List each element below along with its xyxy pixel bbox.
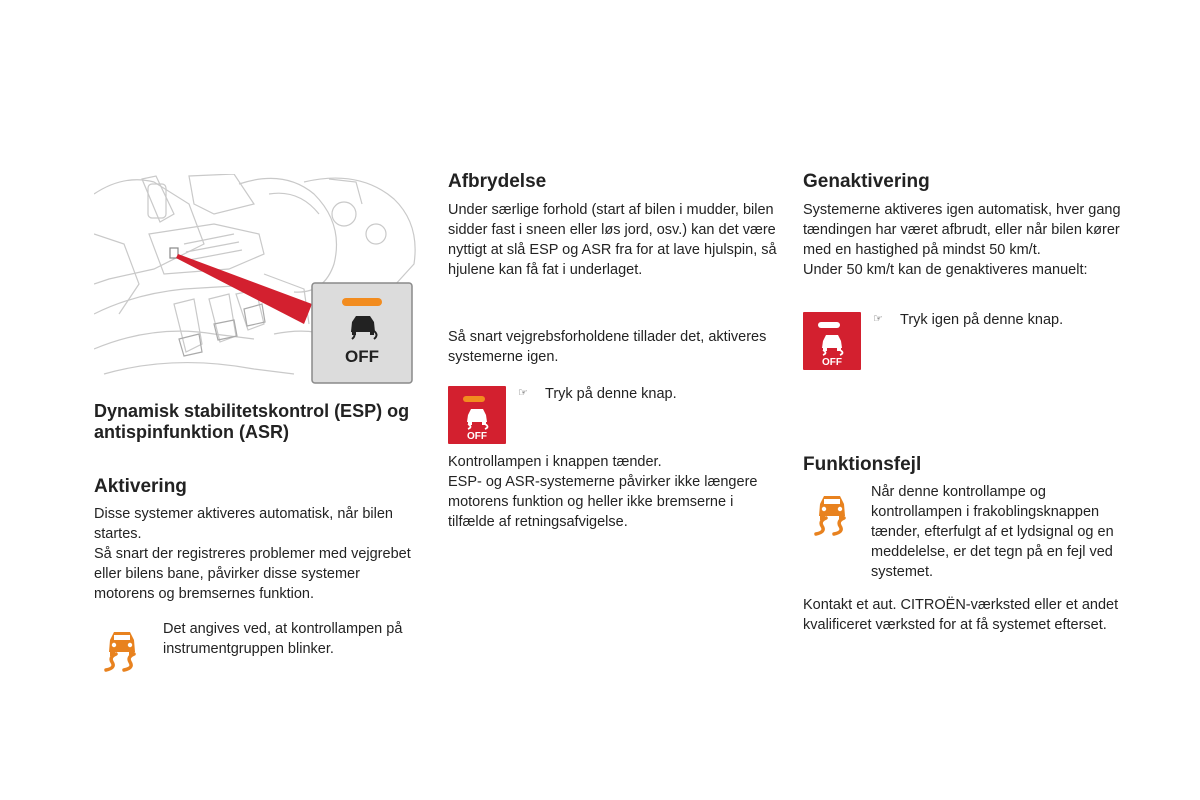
aktivering-warning-text: Det angives ved, at kontrollampen på instrumentgruppen blinker. [163,621,403,657]
skid-car-icon [100,626,144,674]
funktionsfejl-contact: Kontakt et aut. CITROËN-værksted eller et andet kvalificeret værksted for at få systemet efterset. [803,597,1119,633]
indicator-light [342,298,382,306]
afbrydelse-body2: Så snart vejgrebsforholdene tillader det, aktiveres systemerne igen. [448,329,767,365]
afbrydelse-after: Kontrollampen i knappen tænder. ESP- og ASR-systemerne påvirker ikke længere motorens funktion og heller ikke bremserne i tilfælde af retningsafvigelse. [448,454,758,530]
skid-car-icon [810,490,854,538]
funktionsfejl-heading: Funktionsfejl [803,454,922,475]
svg-text:OFF: OFF [467,431,487,442]
esp-off-button [448,386,506,444]
button-off-label: OFF [345,347,379,366]
funktionsfejl-warning-text: Når denne kontrollampe og kontrollampen i frakoblingsknappen tænder, efterfulgt af et lydsignal og en meddelelse, er det tegn på en fejl ved systemet. [871,484,1114,580]
aktivering-heading: Aktivering [94,476,187,497]
dashboard-illustration [94,174,420,392]
esp-title: Dynamisk stabilitetskontrol (ESP) og antispinfunktion (ASR) [94,401,410,442]
afbrydelse-heading: Afbrydelse [448,171,547,192]
pointing-hand-icon: ☞ [518,387,528,399]
aktivering-body: Disse systemer aktiveres automatisk, når bilen startes. Så snart der registreres problemer med vejgrebet eller bilens bane, påvirker disse systemer motorens og bremsernes funktion. [94,506,411,602]
skid-car-icon [448,386,506,444]
afbrydelse-button-note: Tryk på denne knap. [545,386,677,402]
genaktivering-button-note: Tryk igen på denne knap. [900,312,1064,328]
genaktivering-body: Systemerne aktiveres igen automatisk, hver gang tændingen har været afbrudt, eller når bilen kører med en hastighed på mindst 50 km/t. Under 50 km/t kan de genaktiveres manuelt: [803,202,1121,278]
skid-car-icon [803,312,861,370]
pointing-hand-icon: ☞ [873,313,883,325]
afbrydelse-body: Under særlige forhold (start af bilen i mudder, bilen sidder fast i sneen eller løs jord, osv.) kan det være nyttigt at slå ESP og ASR fra for at lave hjulspin, så hjulene kan få fat i underlaget. [448,202,777,278]
dashboard-drawing [94,174,420,392]
esp-off-button [803,312,861,370]
genaktivering-heading: Genaktivering [803,171,930,192]
svg-text:OFF: OFF [822,357,842,368]
